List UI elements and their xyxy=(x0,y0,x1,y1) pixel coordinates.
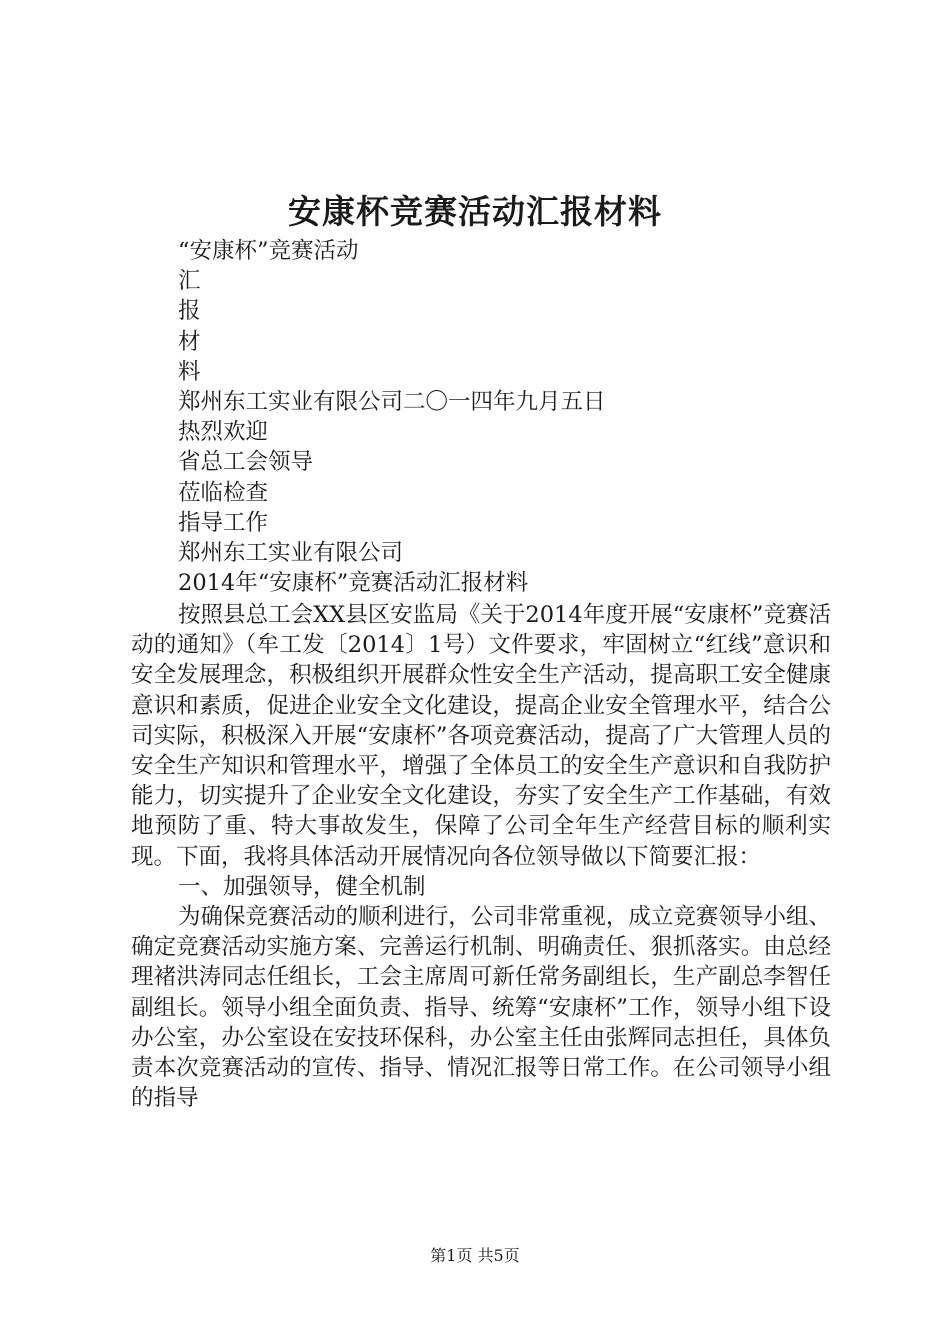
cover-line: 省总工会领导 xyxy=(178,449,314,476)
cover-line: 料 xyxy=(178,358,201,385)
document-title: 安康杯竞赛活动汇报材料 xyxy=(288,192,662,231)
document-body xyxy=(131,600,831,1113)
cover-line: 报 xyxy=(178,298,201,325)
cover-lines xyxy=(178,236,878,598)
paragraph-leadership: 为确保竞赛活动的顺利进行，公司非常重视，成立竞赛领导小组、确定竞赛活动实施方案、完善运行机制、明确责任、狠抓落实。由总经理褚洪涛同志任组长，工会主席周可新任常务副组长，生产副总李智任副组长。领导小组全面负责、指导、统筹“安康杯”工作，领导小组下设办公室，办公室设在安技环保科，办公室主任由张辉同志担任，具体负责本次竞赛活动的宣传、指导、情况汇报等日常工作。在公司领导小组的指导 xyxy=(131,904,831,1112)
cover-line: 材 xyxy=(178,328,201,355)
cover-line: 郑州东工实业有限公司二〇一四年九月五日 xyxy=(178,389,606,416)
cover-line: 莅临检查 xyxy=(178,479,269,506)
cover-line: 热烈欢迎 xyxy=(178,419,269,446)
cover-line: 指导工作 xyxy=(178,509,269,536)
section-heading: 一、加强领导，健全机制 xyxy=(178,873,426,900)
paragraph-intro: 按照县总工会XX县区安监局《关于2014年度开展“安康杯”竞赛活动的通知》（牟工发〔2014〕1号）文件要求，牢固树立“红线”意识和安全发展理念，积极组织开展群众性安全生产活动，提高职工安全健康意识和素质，促进企业安全文化建设，提高企业安全管理水平，结合公司实际，积极深入开展“安康杯”各项竞赛活动，提高了广大管理人员的安全生产知识和管理水平，增强了全体员工的安全生产意识和自我防护能力，切实提升了企业安全文化建设，夯实了安全生产工作基础，有效地预防了重、特大事故发生，保障了公司全年生产经营目标的顺利实现。下面，我将具体活动开展情况向各位领导做以下简要汇报： xyxy=(131,602,831,870)
cover-line: 2014年“安康杯”竞赛活动汇报材料 xyxy=(178,570,529,597)
cover-line: 汇 xyxy=(178,268,201,295)
cover-line: “安康杯”竞赛活动 xyxy=(178,238,359,264)
page-footer: 第1页 共5页 xyxy=(430,1246,520,1265)
cover-line: 郑州东工实业有限公司 xyxy=(178,540,404,567)
